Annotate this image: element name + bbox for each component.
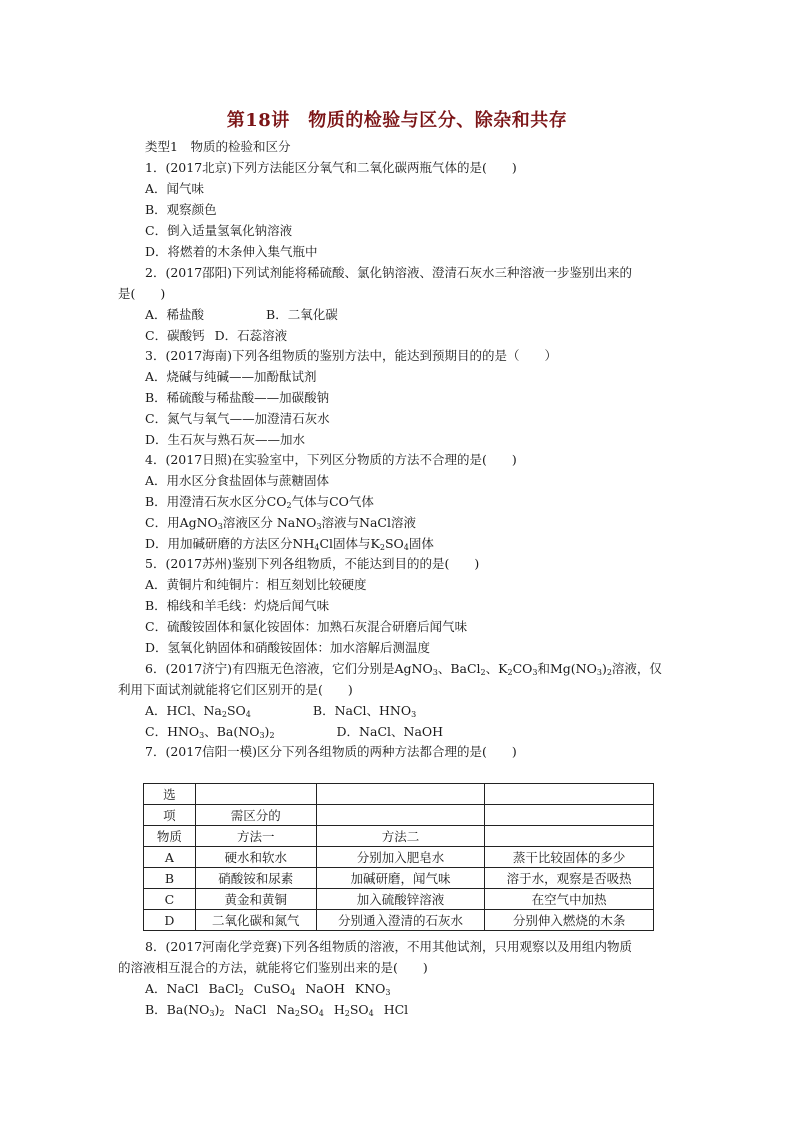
table-row xyxy=(144,910,654,931)
q4-option-a: A．用水区分食盐固体与蔗糖固体 xyxy=(145,473,330,488)
q1-option-c: C．倒入适量氢氧化钠溶液 xyxy=(145,223,293,238)
table-header-row xyxy=(144,784,654,805)
table-cell: C xyxy=(144,889,196,910)
q3-option-b: B．稀硫酸与稀盐酸——加碳酸钠 xyxy=(145,390,330,405)
q7-stem: 7．(2017信阳一模)区分下列各组物质的两种方法都合理的是( ) xyxy=(145,744,517,759)
table-cell: 二氧化碳和氮气 xyxy=(195,910,316,931)
q3-option-a: A．烧碱与纯碱——加酚酞试剂 xyxy=(145,369,317,384)
q3-stem: 3．(2017海南)下列各组物质的鉴别方法中，能达到预期目的的是（ ） xyxy=(145,348,558,363)
q1-option-d: D．将燃着的木条伸入集气瓶中 xyxy=(145,244,318,259)
q8-stem-line2: 的溶液相互混合的方法，就能将它们鉴别出来的是( ) xyxy=(118,960,428,975)
table-header-cell xyxy=(485,805,654,826)
table-header-cell xyxy=(195,784,316,805)
q2-options-ab xyxy=(145,307,338,323)
q8-stem-line1: 8．(2017河南化学竞赛)下列各组物质的溶液，不用其他试剂，只用观察以及用组内物质 xyxy=(145,939,633,954)
q2-option-b: B．二氧化碳 xyxy=(266,307,338,322)
table-cell: B xyxy=(144,868,196,889)
table-header-cell: 物质 xyxy=(144,826,196,847)
page-title: 第18讲 物质的检验与区分、除杂和共存 xyxy=(226,110,568,131)
q8-option-a: A．NaCl BaCl$_2$ CuSO$_4$ NaOH $KNO_3$ xyxy=(145,981,391,997)
q6-options-cd xyxy=(145,724,443,740)
table-cell: 硝酸铵和尿素 xyxy=(195,868,316,889)
q3-option-d: D．生石灰与熟石灰——加水 xyxy=(145,432,306,447)
q5-option-c: C．硫酸铵固体和氯化铵固体：加熟石灰混合研磨后闻气味 xyxy=(145,619,468,634)
table-header-cell xyxy=(485,784,654,805)
table-cell: 分别伸入燃烧的木条 xyxy=(485,910,654,931)
q3-option-c: C．氮气与氧气——加澄清石灰水 xyxy=(145,411,330,426)
q6-stem-line2: 利用下面试剂就能将它们区别开的是( ) xyxy=(118,682,353,697)
q6-option-b: B．NaCl、$HNO_3$ xyxy=(312,703,417,719)
table-cell: 加碱研磨，闻气味 xyxy=(316,868,485,889)
table-header-cell: 需区分的 xyxy=(195,805,316,826)
q2-option-c: C．碳酸钙 xyxy=(145,328,205,343)
table-header-row xyxy=(144,805,654,826)
table-cell: 溶于水，观察是否吸热 xyxy=(485,868,654,889)
table-cell: 加入硫酸锌溶液 xyxy=(316,889,485,910)
table-header-cell xyxy=(485,826,654,847)
table-header-cell: 方法二 xyxy=(316,826,485,847)
q6-stem-line1: 6．(2017济宁)有四瓶无色溶液，它们分别是AgNO$_3$、BaCl$_2$、$K_2CO_3$和$Mg(NO_3)_2$溶液，仅 xyxy=(145,661,662,677)
table-cell: 在空气中加热 xyxy=(485,889,654,910)
table-cell: 硬水和软水 xyxy=(195,847,316,868)
q6-options-ab xyxy=(145,703,416,719)
q5-stem: 5．(2017苏州)鉴别下列各组物质，不能达到目的的是( ) xyxy=(145,556,480,571)
table-cell: 黄金和黄铜 xyxy=(195,889,316,910)
q4-stem: 4．(2017日照)在实验室中，下列区分物质的方法不合理的是( ) xyxy=(145,452,517,467)
table-cell: 蒸干比较固体的多少 xyxy=(485,847,654,868)
table-row xyxy=(144,889,654,910)
table-header-cell xyxy=(316,784,485,805)
q1-stem: 1．(2017北京)下列方法能区分氧气和二氧化碳两瓶气体的是( ) xyxy=(145,160,517,175)
q4-option-b: B．用澄清石灰水区分$CO_2$气体与CO气体 xyxy=(145,494,374,510)
table-cell: D xyxy=(144,910,196,931)
q2-option-d: D．石蕊溶液 xyxy=(214,328,288,343)
table-row xyxy=(144,847,654,868)
q1-option-a: A．闻气味 xyxy=(145,181,205,196)
q2-stem-line2: 是( ) xyxy=(118,286,166,301)
q8-option-b: B．$Ba(NO_3)_2$ NaCl $Na_2SO_4$ $H_2SO_4$ HCl xyxy=(145,1002,409,1018)
table-header-cell: 项 xyxy=(144,805,196,826)
table-cell: 分别通入澄清的石灰水 xyxy=(316,910,485,931)
q7-table xyxy=(143,783,654,931)
q1-option-b: B．观察颜色 xyxy=(145,202,217,217)
q2-stem-line1: 2．(2017邵阳)下列试剂能将稀硫酸、氯化钠溶液、澄清石灰水三种溶液一步鉴别出来的 xyxy=(145,265,633,280)
table-row xyxy=(144,868,654,889)
table-header-cell: 方法一 xyxy=(195,826,316,847)
q5-option-d: D．氢氧化钠固体和硝酸铵固体：加水溶解后测温度 xyxy=(145,640,431,655)
q5-option-b: B．棉线和羊毛线：灼烧后闻气味 xyxy=(145,598,330,613)
q6-option-d: D．NaCl、NaOH xyxy=(336,724,444,739)
table-header-cell: 选 xyxy=(144,784,196,805)
q4-option-c: C．用AgNO$_3$溶液区分 NaNO$_3$溶液与NaCl溶液 xyxy=(145,515,416,531)
table-header-cell xyxy=(316,805,485,826)
table-cell: A xyxy=(144,847,196,868)
table-header-row xyxy=(144,826,654,847)
table-cell: 分别加入肥皂水 xyxy=(316,847,485,868)
q6-option-c: C．$HNO_3$、$Ba(NO_3)_2$ xyxy=(145,724,275,740)
q2-options-cd xyxy=(145,328,287,344)
q6-option-a: A．HCl、$Na_2SO_4$ xyxy=(145,703,251,719)
q4-option-d: D．用加碱研磨的方法区分$NH_4Cl$固体与$K_2SO_4$固体 xyxy=(145,536,434,552)
section-heading: 类型1 物质的检验和区分 xyxy=(145,139,291,154)
q5-option-a: A．黄铜片和纯铜片：相互刻划比较硬度 xyxy=(145,577,367,592)
q2-option-a: A．稀盐酸 xyxy=(145,307,205,322)
